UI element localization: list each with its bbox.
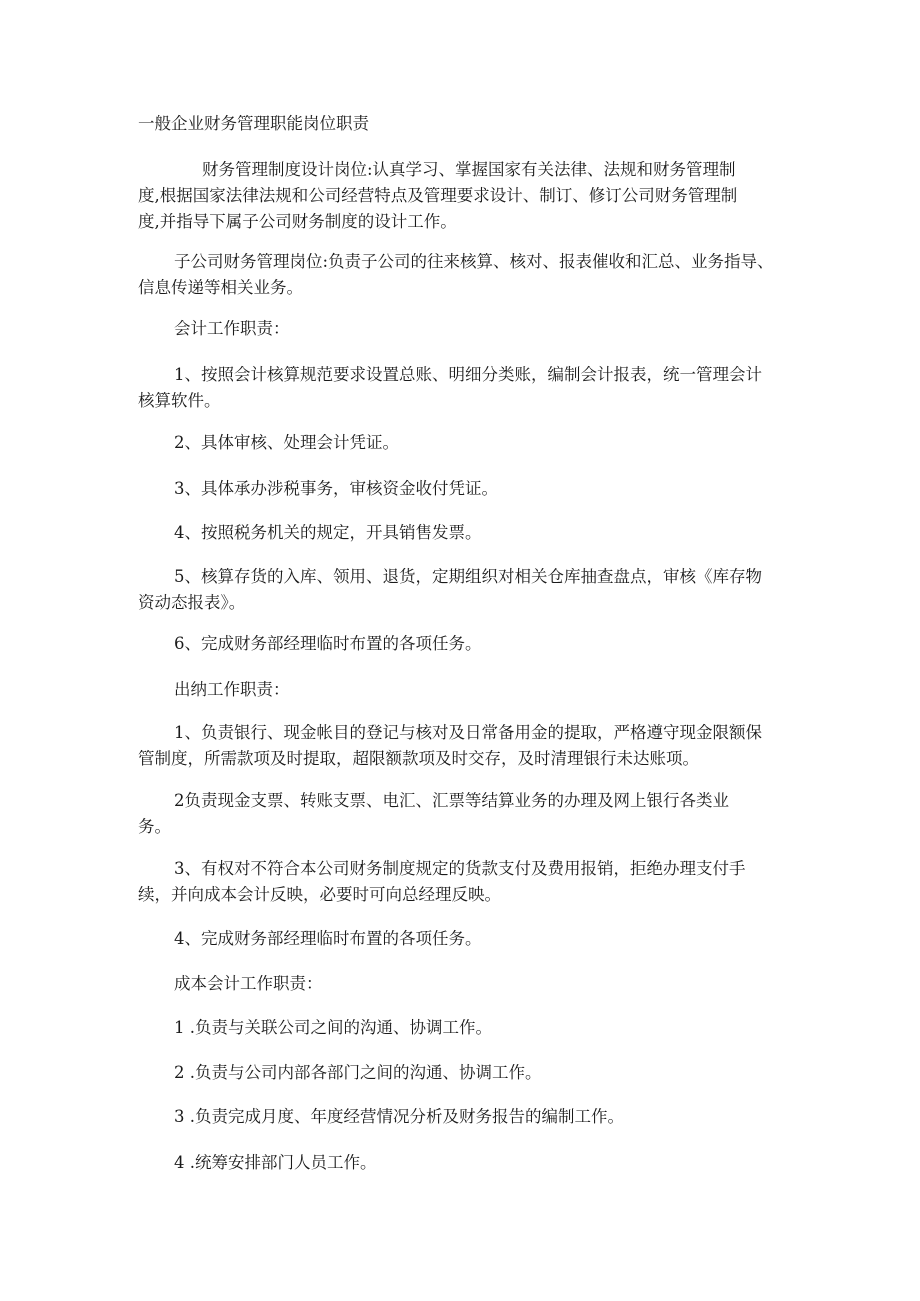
section-heading-line: 成本会计工作职责： (174, 974, 323, 993)
list-item-line: 续，并向成本会计反映，必要时可向总经理反映。 (138, 885, 501, 904)
list-item (138, 520, 788, 546)
document-title: 一般企业财务管理职能岗位职责 (138, 114, 369, 133)
list-item (138, 1015, 788, 1041)
list-item (138, 631, 788, 657)
list-item (138, 856, 788, 908)
list-item (138, 1104, 788, 1130)
list-item-line: 管制度，所需款项及时提取，超限额款项及时交存，及时清理银行未达账项。 (138, 749, 699, 768)
section-heading-line: 会计工作职责： (174, 319, 290, 338)
list-item-line: 1、负责银行、现金帐目的登记与核对及日常备用金的提取，严格遵守现金限额保 (174, 723, 762, 742)
list-item-line: 2、具体审核、处理会计凭证。 (174, 433, 399, 452)
list-item (138, 1150, 788, 1176)
list-item (138, 1060, 788, 1086)
paragraph-design-post (138, 157, 788, 235)
list-item (138, 926, 788, 952)
list-item-line: 3、具体承办涉税事务，审核资金收付凭证。 (174, 479, 498, 498)
paragraph-line: 子公司财务管理岗位:负责子公司的往来核算、核对、报表催收和汇总、业务指导、 (174, 252, 774, 271)
list-item-line: 4、按照税务机关的规定，开具销售发票。 (174, 523, 482, 542)
list-item (138, 564, 788, 616)
paragraph-subsidiary-post (138, 249, 788, 301)
list-item-line: 5、核算存货的入库、领用、退货，定期组织对相关仓库抽查盘点，审核《库存物 (174, 567, 762, 586)
list-item-line: 务。 (138, 817, 171, 836)
list-item (138, 476, 788, 502)
list-item-line: 4、完成财务部经理临时布置的各项任务。 (174, 929, 482, 948)
list-item-line: 1 .负责与关联公司之间的沟通、协调工作。 (174, 1018, 492, 1037)
list-item (138, 720, 788, 772)
paragraph-line: 信息传递等相关业务。 (138, 278, 303, 297)
section-heading-line: 出纳工作职责： (174, 680, 290, 699)
section-heading-cost-accounting (138, 971, 788, 997)
list-item-line: 6、完成财务部经理临时布置的各项任务。 (174, 634, 482, 653)
list-item-line: 资动态报表》。 (138, 593, 246, 612)
list-item-line: 3、有权对不符合本公司财务制度规定的货款支付及费用报销，拒绝办理支付手 (174, 859, 746, 878)
list-item-line: 3 .负责完成月度、年度经营情况分析及财务报告的编制工作。 (174, 1107, 624, 1126)
paragraph-line: 度,根据国家法律法规和公司经营特点及管理要求设计、制订、修订公司财务管理制 (138, 186, 738, 205)
list-item (138, 430, 788, 456)
paragraph-line: 度,并指导下属子公司财务制度的设计工作。 (138, 212, 457, 231)
list-item-line: 核算软件。 (138, 391, 221, 410)
list-item-line: 4 .统筹安排部门人员工作。 (174, 1153, 377, 1172)
section-heading-cashier (138, 677, 788, 703)
list-item-line: 2负责现金支票、转账支票、电汇、汇票等结算业务的办理及网上银行各类业 (174, 791, 729, 810)
list-item-line: 1、按照会计核算规范要求设置总账、明细分类账，编制会计报表，统一管理会计 (174, 365, 762, 384)
list-item (138, 362, 788, 414)
paragraph-line: 财务管理制度设计岗位:认真学习、掌握国家有关法律、法规和财务管理制 (202, 160, 736, 179)
list-item (138, 788, 788, 840)
list-item-line: 2 .负责与公司内部各部门之间的沟通、协调工作。 (174, 1063, 542, 1082)
section-heading-accounting (138, 316, 788, 342)
